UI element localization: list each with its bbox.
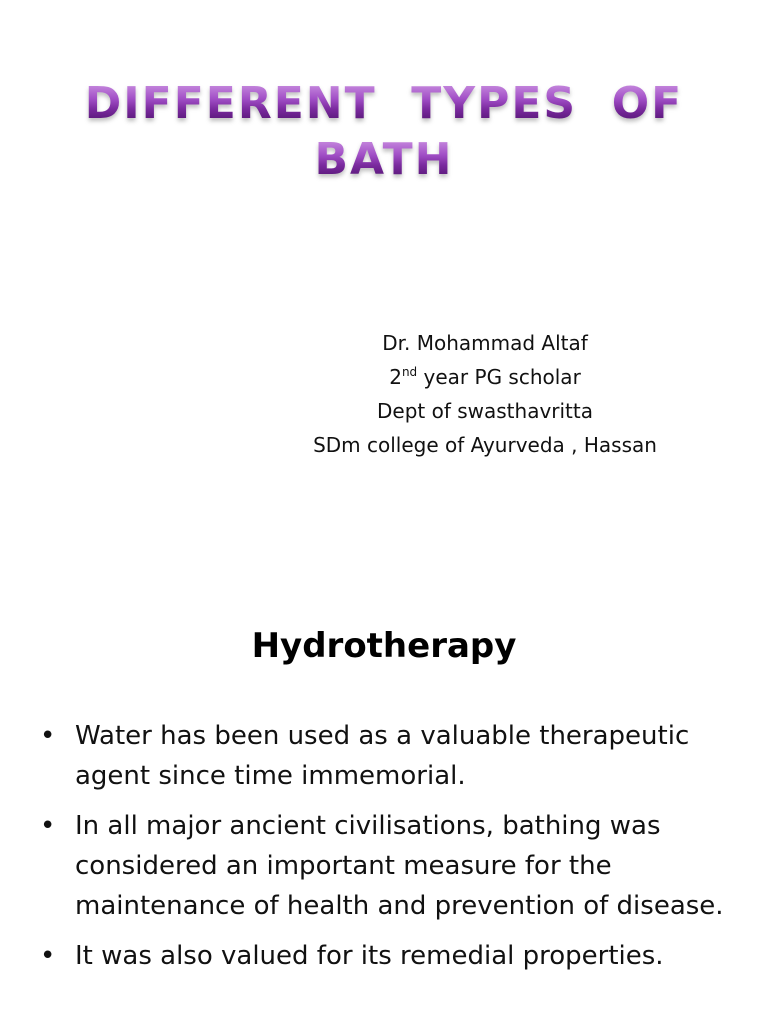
bullet-item (40, 936, 740, 976)
bullet-text: It was also valued for its remedial properties. (75, 941, 664, 971)
author-department: Dept of swasthavritta (376, 399, 593, 423)
bullet-item (40, 806, 740, 926)
author-year (260, 360, 710, 394)
author-year-suffix: nd (401, 365, 418, 379)
bullet-icon: • (40, 811, 56, 841)
bullet-item (40, 716, 740, 796)
author-info (260, 326, 710, 462)
bullet-icon: • (40, 941, 56, 971)
bullet-list (40, 716, 740, 986)
author-college: SDm college of Ayurveda , Hassan (313, 433, 657, 457)
slide-heading: Hydrotherapy (251, 626, 517, 666)
title-line-1: DIFFERENT TYPES OF (0, 78, 768, 130)
bullet-icon: • (40, 721, 56, 751)
author-year-text: year PG scholar (417, 365, 581, 389)
author-year-number: 2 (389, 365, 402, 389)
slide-title (0, 78, 768, 186)
bullet-text: Water has been used as a valuable therapeutic agent since time immemorial. (75, 721, 690, 791)
content-slide (0, 580, 768, 1024)
title-line-2: BATH (0, 134, 768, 186)
bullet-text: In all major ancient civilisations, bathing was considered an important measure for the maintenance of health and prevention of disease. (75, 811, 724, 921)
author-name: Dr. Mohammad Altaf (382, 331, 588, 355)
